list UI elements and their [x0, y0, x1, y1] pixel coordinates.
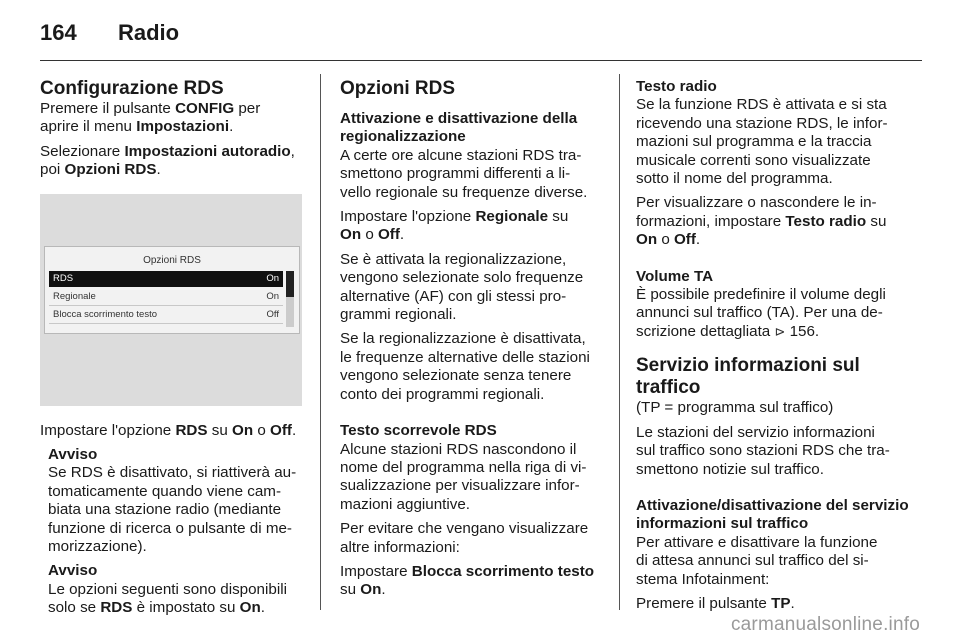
paragraph: Se è attivata la regionalizzazione, vengono selezionate solo frequenze alternative (AF) con gli stessi pro- grammi regionali.	[340, 250, 584, 324]
column-3	[636, 78, 926, 619]
paragraph: Per evitare che vengano visualizzare altre informazioni:	[340, 520, 589, 556]
heading-opzioni-rds: Opzioni RDS	[340, 78, 456, 99]
subheading-attivazione-traffico: Attivazione/disattivazione del servizio informazioni sul traffico	[636, 496, 909, 533]
note-text: Le opzioni seguenti sono disponibili solo se RDS è impostato su On.	[48, 580, 287, 617]
subheading-regionalizzazione: Attivazione e disattivazione della regionalizzazione	[340, 110, 578, 146]
watermark: carmanualsonline.info	[730, 614, 920, 635]
paragraph: Per visualizzare o nascondere le in- formazioni, impostare Testo radio su On o Off.	[636, 194, 887, 249]
column-2	[340, 78, 606, 606]
paragraph: Se la regionalizzazione è disattivata, le frequenze alternative delle stazioni vengono selezionate senza tenere conto dei programmi regionali.	[340, 330, 590, 403]
column-divider-2	[619, 74, 620, 610]
subheading-volume-ta: Volume TA	[636, 267, 714, 285]
page-number: 164	[40, 20, 77, 45]
subheading-testo-radio: Testo radio	[636, 78, 717, 95]
note-title: Avviso	[48, 446, 98, 464]
subheading-testo-scorrevole: Testo scorrevole RDS	[340, 422, 497, 440]
paragraph: (TP = programma sul traffico)	[636, 399, 834, 417]
column-divider-1	[320, 74, 321, 610]
paragraph: Se la funzione RDS è attivata e si sta ricevendo una stazione RDS, le infor- mazioni sul programma e la traccia musicale correnti sono visualizzate sotto il nome del programma.	[636, 96, 888, 188]
screen-illustration	[40, 194, 302, 406]
note-box-1	[48, 446, 306, 618]
paragraph: Impostare l'opzione RDS su On o Off.	[40, 421, 297, 439]
column-1	[40, 78, 306, 624]
paragraph: Impostare Blocca scorrimento testo su On.	[340, 562, 595, 599]
screen-row-rds: RDS On	[49, 271, 283, 287]
screen-scrollbar	[286, 271, 294, 327]
section-title: Radio	[118, 20, 180, 45]
page-reference-arrow-icon: ⊳	[774, 323, 786, 339]
paragraph: A certe ore alcune stazioni RDS tra- smettono programmi differenti a li- vello regionale su frequenze diverse.	[340, 146, 588, 201]
paragraph: Le stazioni del servizio informazioni sul traffico sono stazioni RDS che tra- smettono notizie sul traffico.	[636, 423, 890, 478]
screen-title: Opzioni RDS	[143, 254, 201, 266]
paragraph: Impostare l'opzione Regionale su On o Off.	[340, 208, 569, 244]
paragraph: Per attivare e disattivare la funzione di attesa annunci sul traffico del si- stema Infotainment:	[636, 533, 878, 588]
page-header	[40, 20, 179, 46]
heading-servizio-traffico: Servizio informazioni sul traffico	[636, 355, 860, 399]
paragraph: È possibile predefinire il volume degli annunci sul traffico (TA). Per una de- scrizione dettagliata ⊳ 156.	[636, 286, 886, 340]
paragraph: Premere il pulsante TP.	[636, 594, 795, 612]
note-text: Se RDS è disattivato, si riattiverà au- tomaticamente quando viene cam- biata una stazione radio (mediante funzione di ricerca o pulsante di me- morizzazione).	[48, 464, 297, 556]
scrollbar-thumb	[286, 271, 294, 297]
paragraph: Premere il pulsante CONFIG per aprire il menu Impostazioni.	[40, 100, 261, 136]
header-rule	[40, 60, 922, 61]
screen-row-regionale: Regionale On	[49, 289, 283, 306]
heading-configurazione-rds: Configurazione RDS	[40, 78, 224, 99]
infotainment-screen	[44, 246, 300, 334]
paragraph: Selezionare Impostazioni autoradio, poi Opzioni RDS.	[40, 142, 295, 179]
note-title: Avviso	[48, 562, 98, 580]
screen-row-blocca: Blocca scorrimento testo Off	[49, 307, 283, 324]
paragraph: Alcune stazioni RDS nascondono il nome del programma nella riga di vi- sualizzazione per visualizzare infor- mazioni aggiuntive.	[340, 440, 587, 513]
